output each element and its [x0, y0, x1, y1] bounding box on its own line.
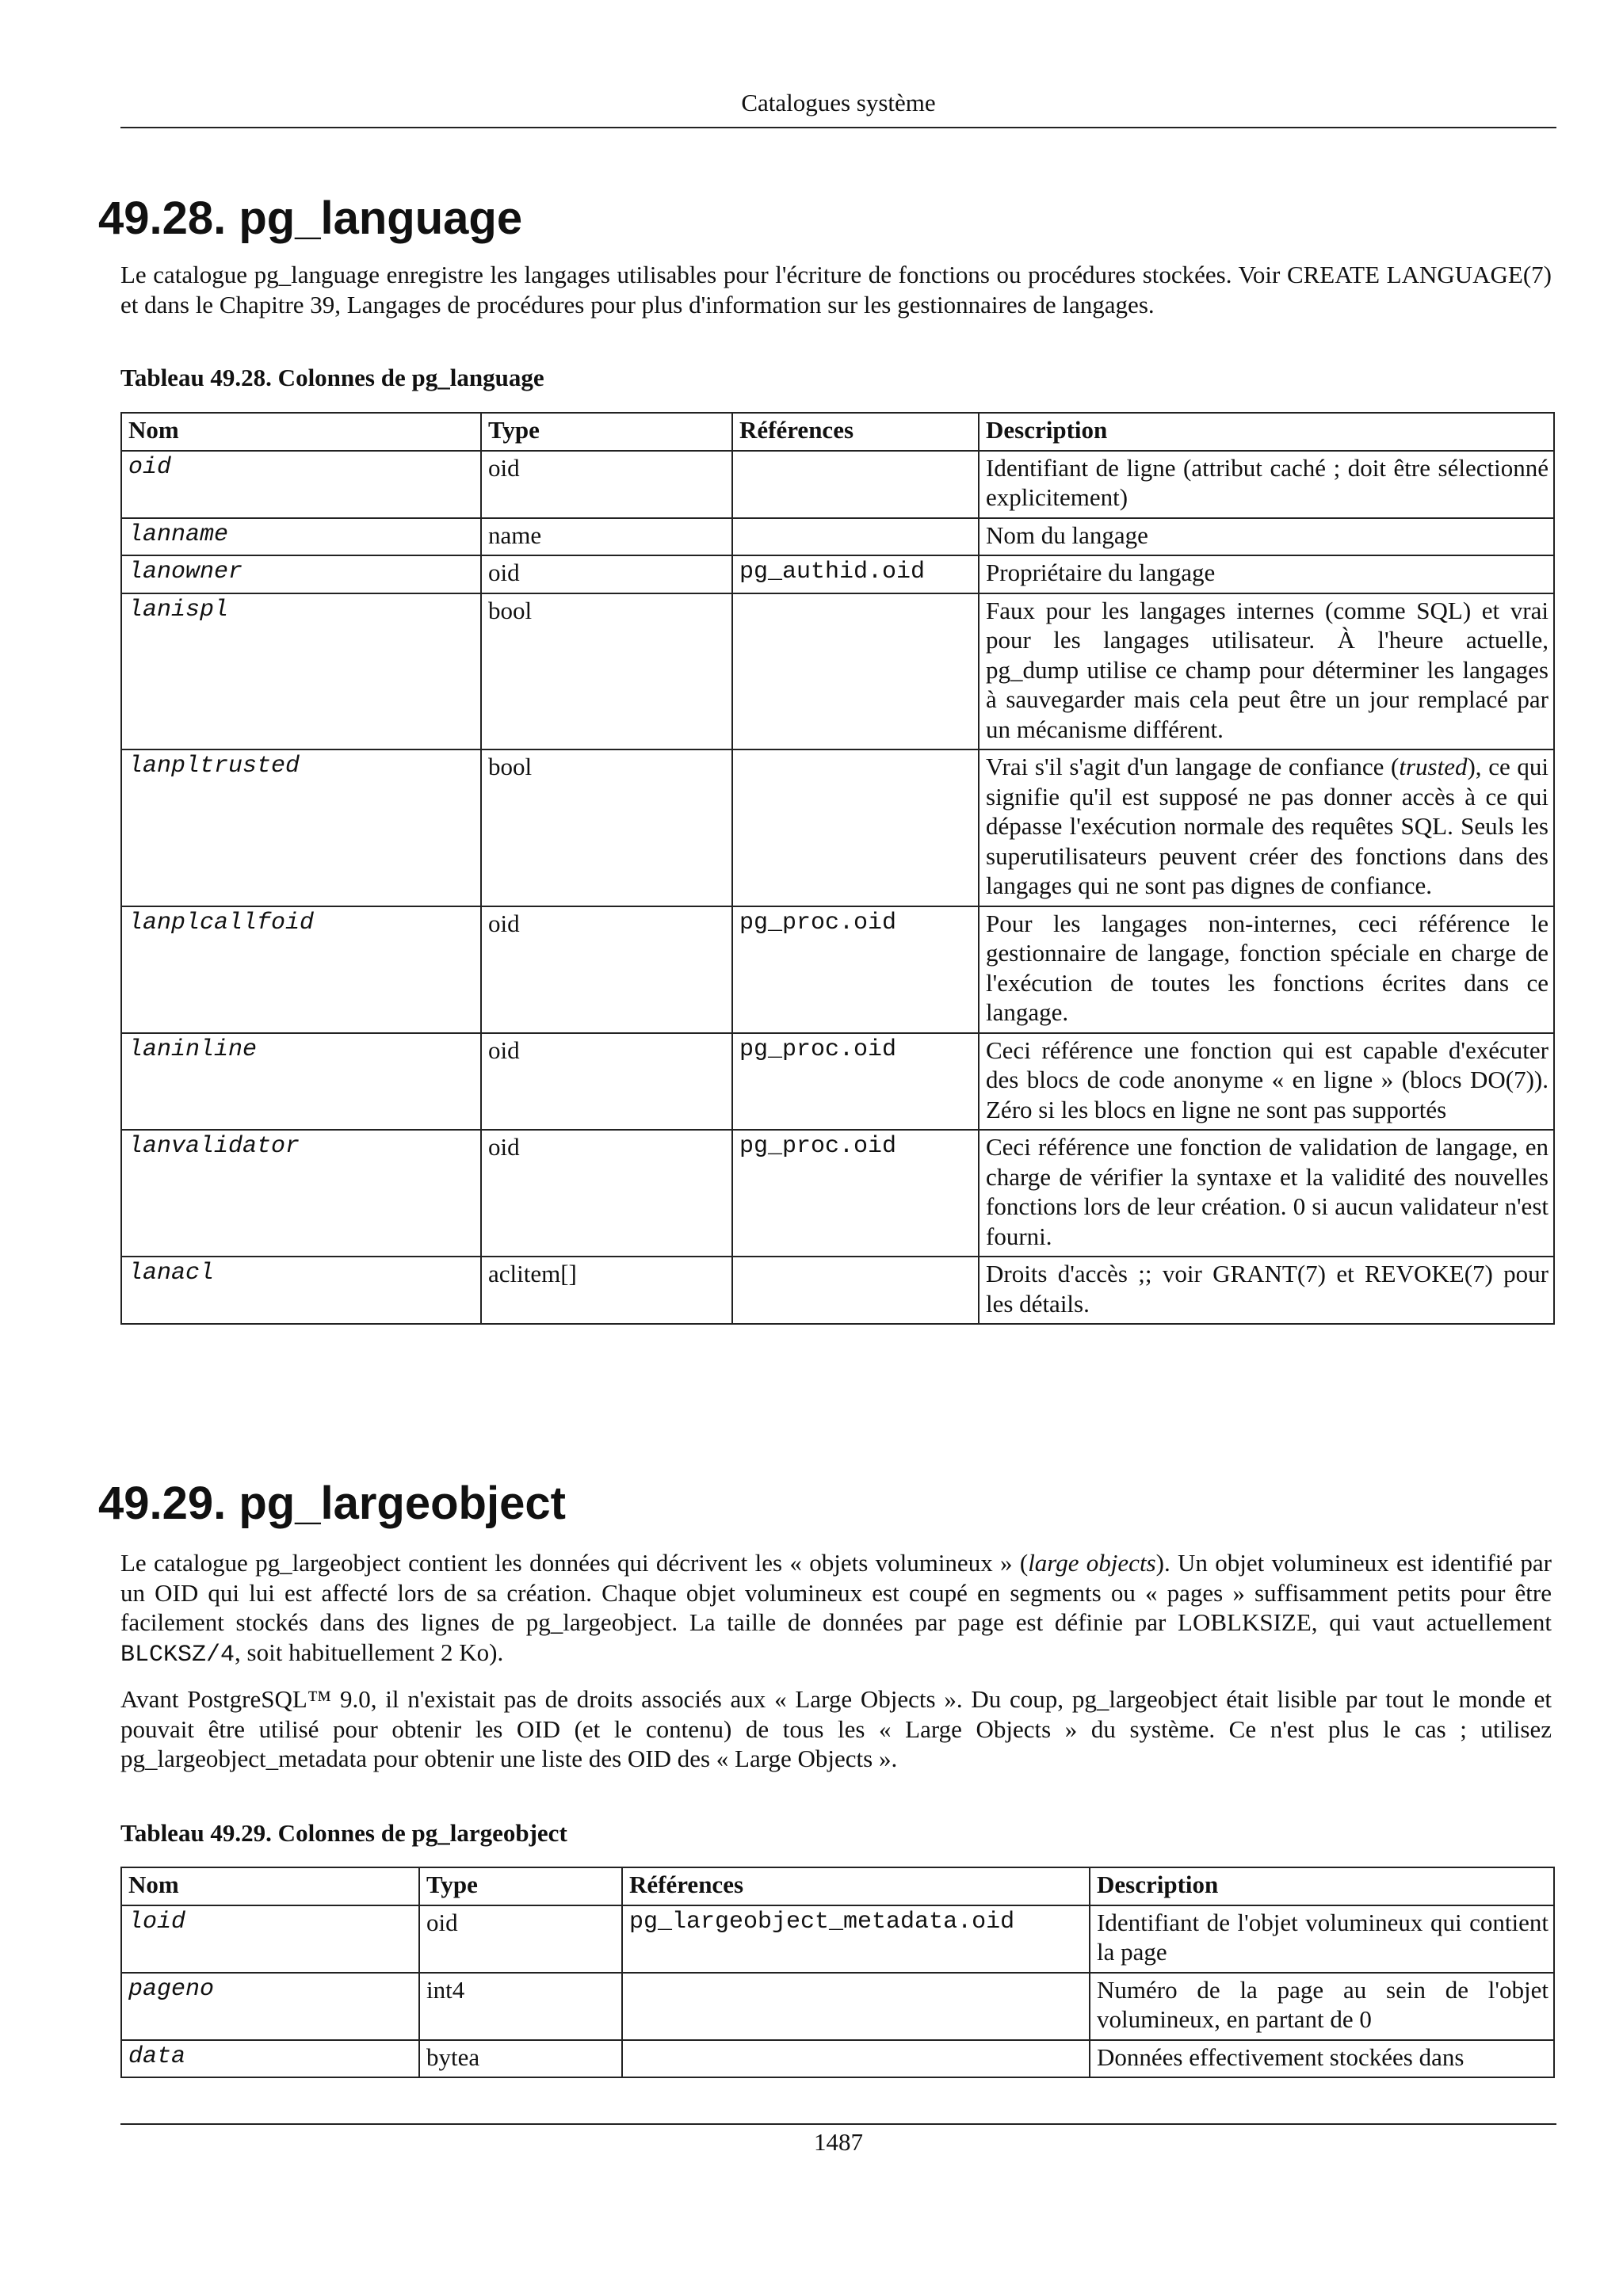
column-description: Numéro de la page au sein de l'objet volumineux, en partant de 0 [1090, 1973, 1554, 2040]
column-type: aclitem[] [481, 1257, 732, 1324]
column-type: oid [481, 1033, 732, 1131]
column-header-nom: Nom [121, 1867, 419, 1905]
column-header-description: Description [979, 413, 1554, 451]
table-title-pg-language: Tableau 49.28. Colonnes de pg_language [120, 364, 544, 391]
column-description [979, 749, 1554, 906]
column-description: Ceci référence une fonction qui est capable d'exécuter des blocs de code anonyme « en ligne » (blocs DO(7)). Zéro si les blocs en ligne ne sont pas supportés [979, 1033, 1554, 1131]
column-header-nom: Nom [121, 413, 481, 451]
column-name: laninline [121, 1033, 481, 1131]
column-reference: pg_proc.oid [732, 1033, 979, 1131]
column-type: bool [481, 593, 732, 750]
pg-largeobject-table [120, 1867, 1555, 2078]
column-name: lanispl [121, 593, 481, 750]
page-number: 1487 [814, 2128, 863, 2156]
footer-rule [120, 2123, 1556, 2125]
table-row [121, 906, 1554, 1033]
section-heading-pg-largeobject: 49.29. pg_largeobject [98, 1478, 566, 1529]
column-reference [732, 749, 979, 906]
column-reference [732, 451, 979, 518]
intro-text: ). Un objet volumineux est identifié par un OID qui lui est affecté lors de sa création. Chaque objet volumineux est coupé en segments ou « pages » suffisamment petits pour être facilement stockés dans des lignes de pg_largeobject. La taille de données par page est définie par LOBLKSIZE, qui vaut actuellement [120, 1549, 1552, 1636]
column-type: oid [481, 555, 732, 593]
table-row [121, 518, 1554, 556]
column-reference [622, 2040, 1090, 2078]
column-name: lanpltrusted [121, 749, 481, 906]
column-name: lanplcallfoid [121, 906, 481, 1033]
table-row [121, 451, 1554, 518]
description-emphasis: trusted [1399, 753, 1468, 780]
column-name: oid [121, 451, 481, 518]
column-name: lanname [121, 518, 481, 556]
intro-text: Le catalogue pg_largeobject contient les données qui décrivent les « objets volumineux » ( [120, 1549, 1029, 1577]
column-type: bytea [419, 2040, 622, 2078]
column-header-description: Description [1090, 1867, 1554, 1905]
description-text: ), ce qui signifie qu'il est supposé ne pas donner accès à ce qui dépasse l'exécution normale des requêtes SQL. Seuls les superutilisateurs peuvent créer des fonctions dans des langages qui ne sont pas dignes de confiance. [986, 753, 1549, 899]
column-type: oid [481, 451, 732, 518]
column-name: lanvalidator [121, 1130, 481, 1257]
intro-emphasis: large objects [1028, 1549, 1156, 1577]
header-rule [120, 127, 1556, 128]
table-row [121, 2040, 1554, 2078]
column-header-references: Références [622, 1867, 1090, 1905]
column-name: lanacl [121, 1257, 481, 1324]
column-name: data [121, 2040, 419, 2078]
column-type: oid [419, 1905, 622, 1973]
table-row [121, 1905, 1554, 1973]
column-reference: pg_proc.oid [732, 906, 979, 1033]
table-row [121, 555, 1554, 593]
table-row [121, 593, 1554, 750]
column-description: Identifiant de l'objet volumineux qui contient la page [1090, 1905, 1554, 1973]
column-description: Données effectivement stockées dans [1090, 2040, 1554, 2078]
column-header-type: Type [419, 1867, 622, 1905]
table-row [121, 1257, 1554, 1324]
column-reference [732, 518, 979, 556]
intro-code: BLCKSZ/4 [120, 1641, 235, 1669]
pg-language-intro: Le catalogue pg_language enregistre les langages utilisables pour l'écriture de fonctions ou procédures stockées. Voir CREATE LANGUAGE(7) et dans le Chapitre 39, Langages de procédures pour plus d'information sur les gestionnaires de langages. [120, 261, 1552, 318]
table-row [121, 1973, 1554, 2040]
column-description: Ceci référence une fonction de validation de langage, en charge de vérifier la syntaxe et la validité des nouvelles fonctions lors de leur création. 0 si aucun validateur n'est fourni. [979, 1130, 1554, 1257]
column-header-type: Type [481, 413, 732, 451]
pg-language-table [120, 412, 1555, 1325]
column-reference [622, 1973, 1090, 2040]
table-row [121, 1130, 1554, 1257]
column-reference: pg_largeobject_metadata.oid [622, 1905, 1090, 1973]
column-reference: pg_proc.oid [732, 1130, 979, 1257]
running-header: Catalogues système [741, 89, 936, 116]
column-description: Nom du langage [979, 518, 1554, 556]
intro-text: , soit habituellement 2 Ko). [235, 1638, 504, 1666]
column-description: Droits d'accès ;; voir GRANT(7) et REVOKE(7) pour les détails. [979, 1257, 1554, 1324]
column-reference [732, 1257, 979, 1324]
column-name: lanowner [121, 555, 481, 593]
column-name: loid [121, 1905, 419, 1973]
description-text: Vrai s'il s'agit d'un langage de confiance ( [986, 753, 1400, 780]
column-reference: pg_authid.oid [732, 555, 979, 593]
pg-largeobject-note: Avant PostgreSQL™ 9.0, il n'existait pas de droits associés aux « Large Objects ». Du coup, pg_largeobject était lisible par tout le monde et pouvait être utilisé pour obtenir les OID (et le contenu) de tous les « Large Objects » du système. Ce n'est plus le cas ; utilisez pg_largeobject_metadata pour obtenir une liste des OID des « Large Objects ». [120, 1685, 1552, 1772]
column-description: Propriétaire du langage [979, 555, 1554, 593]
pg-largeobject-intro [120, 1548, 1552, 1670]
table-title-pg-largeobject: Tableau 49.29. Colonnes de pg_largeobject [120, 1819, 567, 1847]
column-description: Pour les langages non-internes, ceci référence le gestionnaire de langage, fonction spéciale en charge de l'exécution de toutes les fonctions écrites dans ce langage. [979, 906, 1554, 1033]
table-row [121, 749, 1554, 906]
column-type: name [481, 518, 732, 556]
column-type: bool [481, 749, 732, 906]
column-name: pageno [121, 1973, 419, 2040]
column-type: oid [481, 906, 732, 1033]
column-type: int4 [419, 1973, 622, 2040]
table-header-row [121, 1867, 1554, 1905]
column-type: oid [481, 1130, 732, 1257]
column-description: Faux pour les langages internes (comme SQL) et vrai pour les langages utilisateur. À l'heure actuelle, pg_dump utilise ce champ pour déterminer les langages à sauvegarder mais cela peut être un jour remplacé par un mécanisme différent. [979, 593, 1554, 750]
table-row [121, 1033, 1554, 1131]
column-header-references: Références [732, 413, 979, 451]
column-description: Identifiant de ligne (attribut caché ; doit être sélectionné explicitement) [979, 451, 1554, 518]
table-header-row [121, 413, 1554, 451]
column-reference [732, 593, 979, 750]
section-heading-pg-language: 49.28. pg_language [98, 193, 523, 244]
